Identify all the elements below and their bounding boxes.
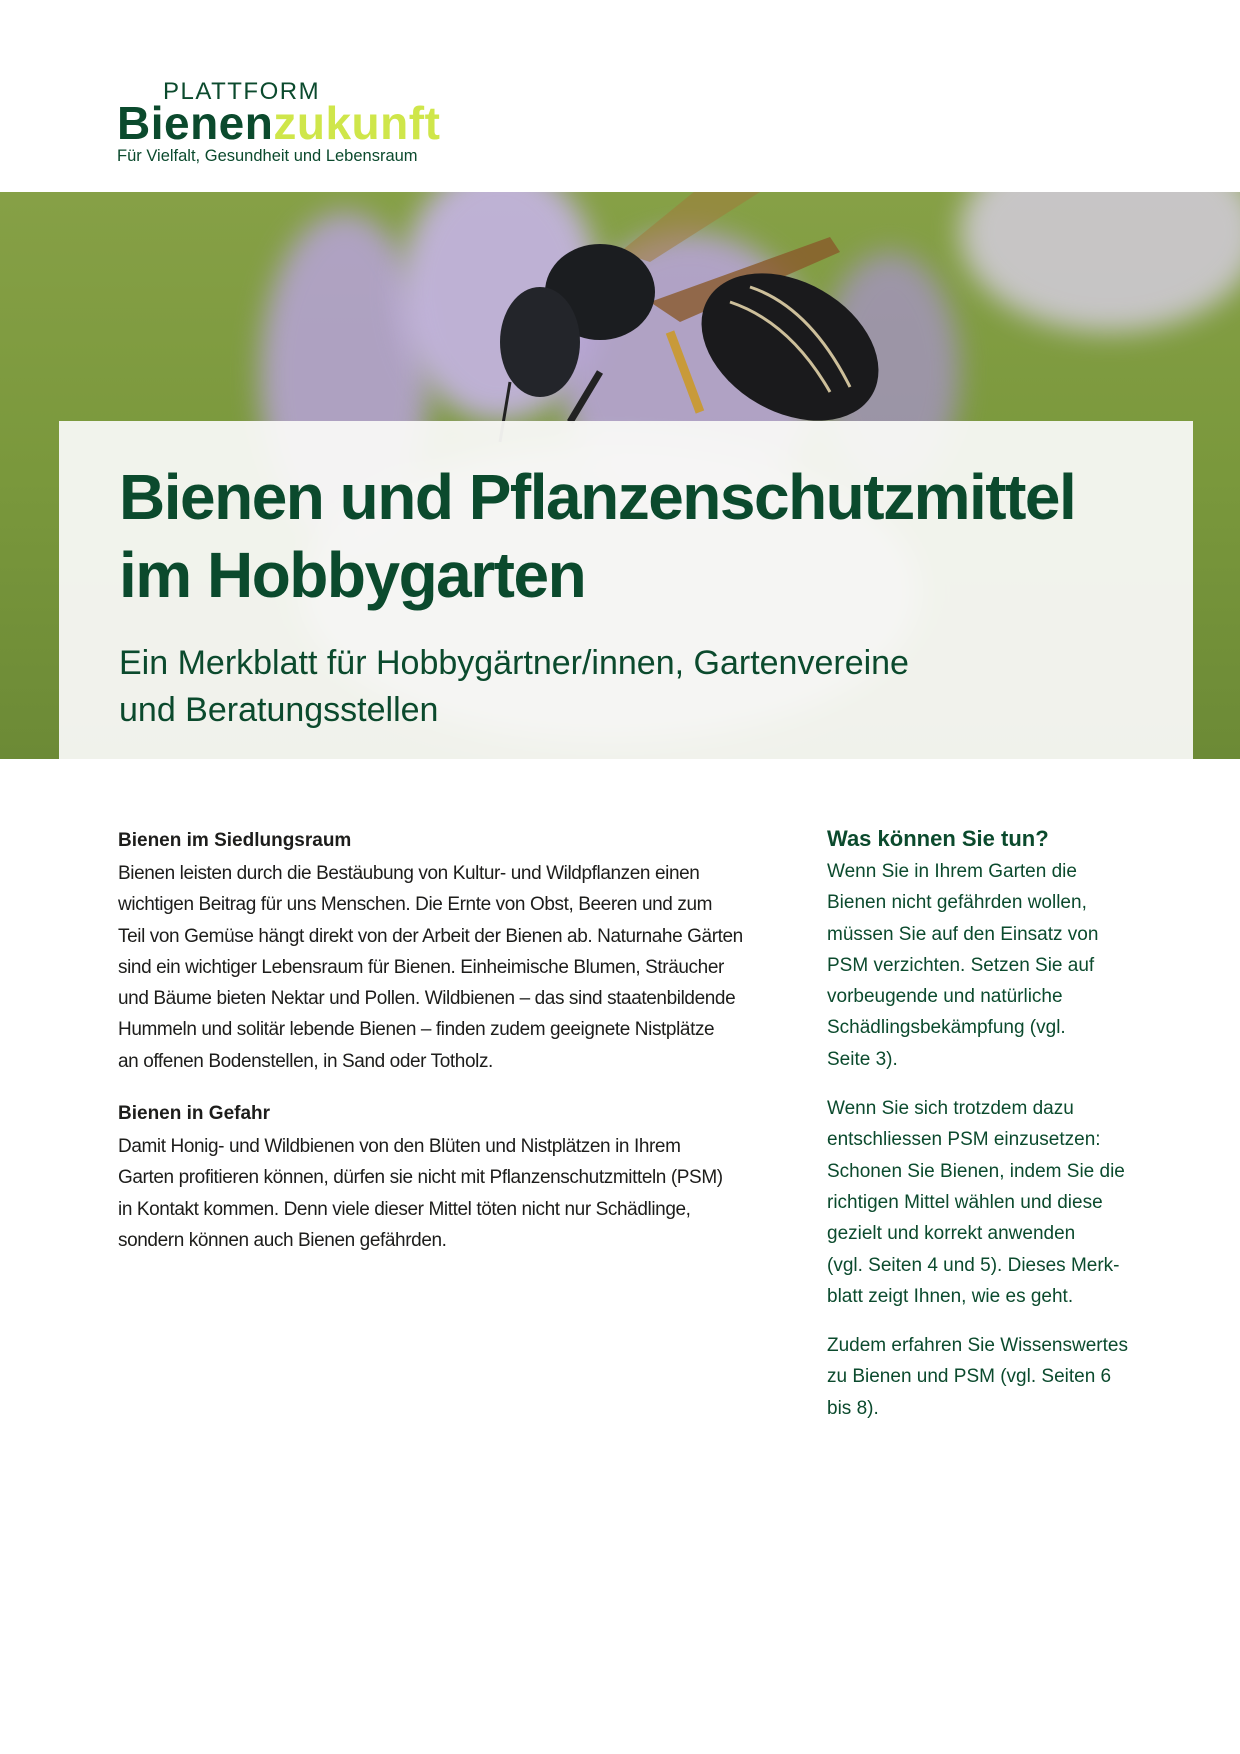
- sidebar-paragraph: [827, 1330, 1157, 1424]
- text-line: bis 8).: [827, 1397, 879, 1419]
- section-siedlungsraum: [118, 828, 798, 1077]
- text-line: vorbeugende und natürliche: [827, 986, 1063, 1008]
- text-line: sondern können auch Bienen gefährden.: [118, 1229, 447, 1251]
- logo-name-b: zukunft: [273, 97, 441, 149]
- page-title: [119, 458, 1075, 614]
- text-line: Damit Honig- und Wildbienen von den Blüten und Nistplätzen in Ihrem: [118, 1136, 681, 1158]
- section-heading: Bienen im Siedlungsraum: [118, 830, 352, 851]
- logo-name-a: Bienen: [117, 97, 274, 149]
- text-line: Bienen nicht gefährden wollen,: [827, 892, 1087, 914]
- text-line: in Kontakt kommen. Denn viele dieser Mittel töten nicht nur Schädlinge,: [118, 1198, 691, 1220]
- section-paragraph: [118, 1131, 798, 1256]
- sidebar-heading: Was können Sie tun?: [827, 826, 1049, 851]
- text-line: Wenn Sie in Ihrem Garten die: [827, 861, 1077, 882]
- logo-wordmark: [117, 96, 440, 150]
- text-line: zu Bienen und PSM (vgl. Seiten 6: [827, 1366, 1112, 1388]
- text-line: Bienen leisten durch die Bestäubung von Kultur- und Wildpflanzen einen: [118, 863, 700, 884]
- text-line: an offenen Bodenstellen, in Sand oder Totholz.: [118, 1050, 493, 1072]
- text-line: (vgl. Seiten 4 und 5). Dieses Merk-: [827, 1254, 1120, 1276]
- text-line: Schädlingsbekämpfung (vgl.: [827, 1017, 1066, 1039]
- text-line: Wenn Sie sich trotzdem dazu: [827, 1098, 1074, 1120]
- text-line: Seite 3).: [827, 1048, 898, 1070]
- page-subtitle: [119, 640, 909, 734]
- text-line: Schonen Sie Bienen, indem Sie die: [827, 1160, 1125, 1182]
- main-column: [118, 828, 798, 1256]
- section-paragraph: [118, 858, 798, 1077]
- section-heading: Bienen in Gefahr: [118, 1103, 271, 1125]
- text-line: Teil von Gemüse hängt direkt von der Arbeit der Bienen ab. Naturnahe Gärten: [118, 925, 743, 947]
- subtitle-line: und Beratungsstellen: [119, 691, 439, 729]
- sidebar-paragraph: [827, 1093, 1157, 1312]
- sidebar-paragraph: [827, 856, 1157, 1075]
- section-gefahr: [118, 1101, 798, 1256]
- title-line: im Hobbygarten: [119, 539, 586, 611]
- subtitle-line: Ein Merkblatt für Hobbygärtner/innen, Gartenvereine: [119, 644, 909, 682]
- sidebar-what-to-do: [827, 824, 1157, 1424]
- logo-tagline: Für Vielfalt, Gesundheit und Lebensraum: [117, 147, 418, 165]
- text-line: müssen Sie auf den Einsatz von: [827, 923, 1099, 945]
- text-line: sind ein wichtiger Lebensraum für Bienen. Einheimische Blumen, Sträucher: [118, 956, 724, 978]
- text-line: entschliessen PSM einzusetzen:: [827, 1129, 1101, 1151]
- text-line: Hummeln und solitär lebende Bienen – finden zudem geeignete Nistplätze: [118, 1019, 715, 1041]
- text-line: Garten profitieren können, dürfen sie nicht mit Pflanzenschutzmitteln (PSM): [118, 1167, 723, 1189]
- logo-plattform: PLATTFORM: [163, 78, 321, 105]
- title-line: Bienen und Pflanzenschutzmittel: [119, 461, 1076, 533]
- text-line: wichtigen Beitrag für uns Menschen. Die Ernte von Obst, Beeren und zum: [118, 894, 713, 916]
- text-line: richtigen Mittel wählen und diese: [827, 1191, 1103, 1213]
- text-line: Zudem erfahren Sie Wissenswertes: [827, 1335, 1128, 1357]
- text-line: blatt zeigt Ihnen, wie es geht.: [827, 1285, 1074, 1307]
- text-line: und Bäume bieten Nektar und Pollen. Wildbienen – das sind staatenbildende: [118, 988, 736, 1010]
- text-line: gezielt und korrekt anwenden: [827, 1223, 1076, 1245]
- text-line: PSM verzichten. Setzen Sie auf: [827, 954, 1095, 976]
